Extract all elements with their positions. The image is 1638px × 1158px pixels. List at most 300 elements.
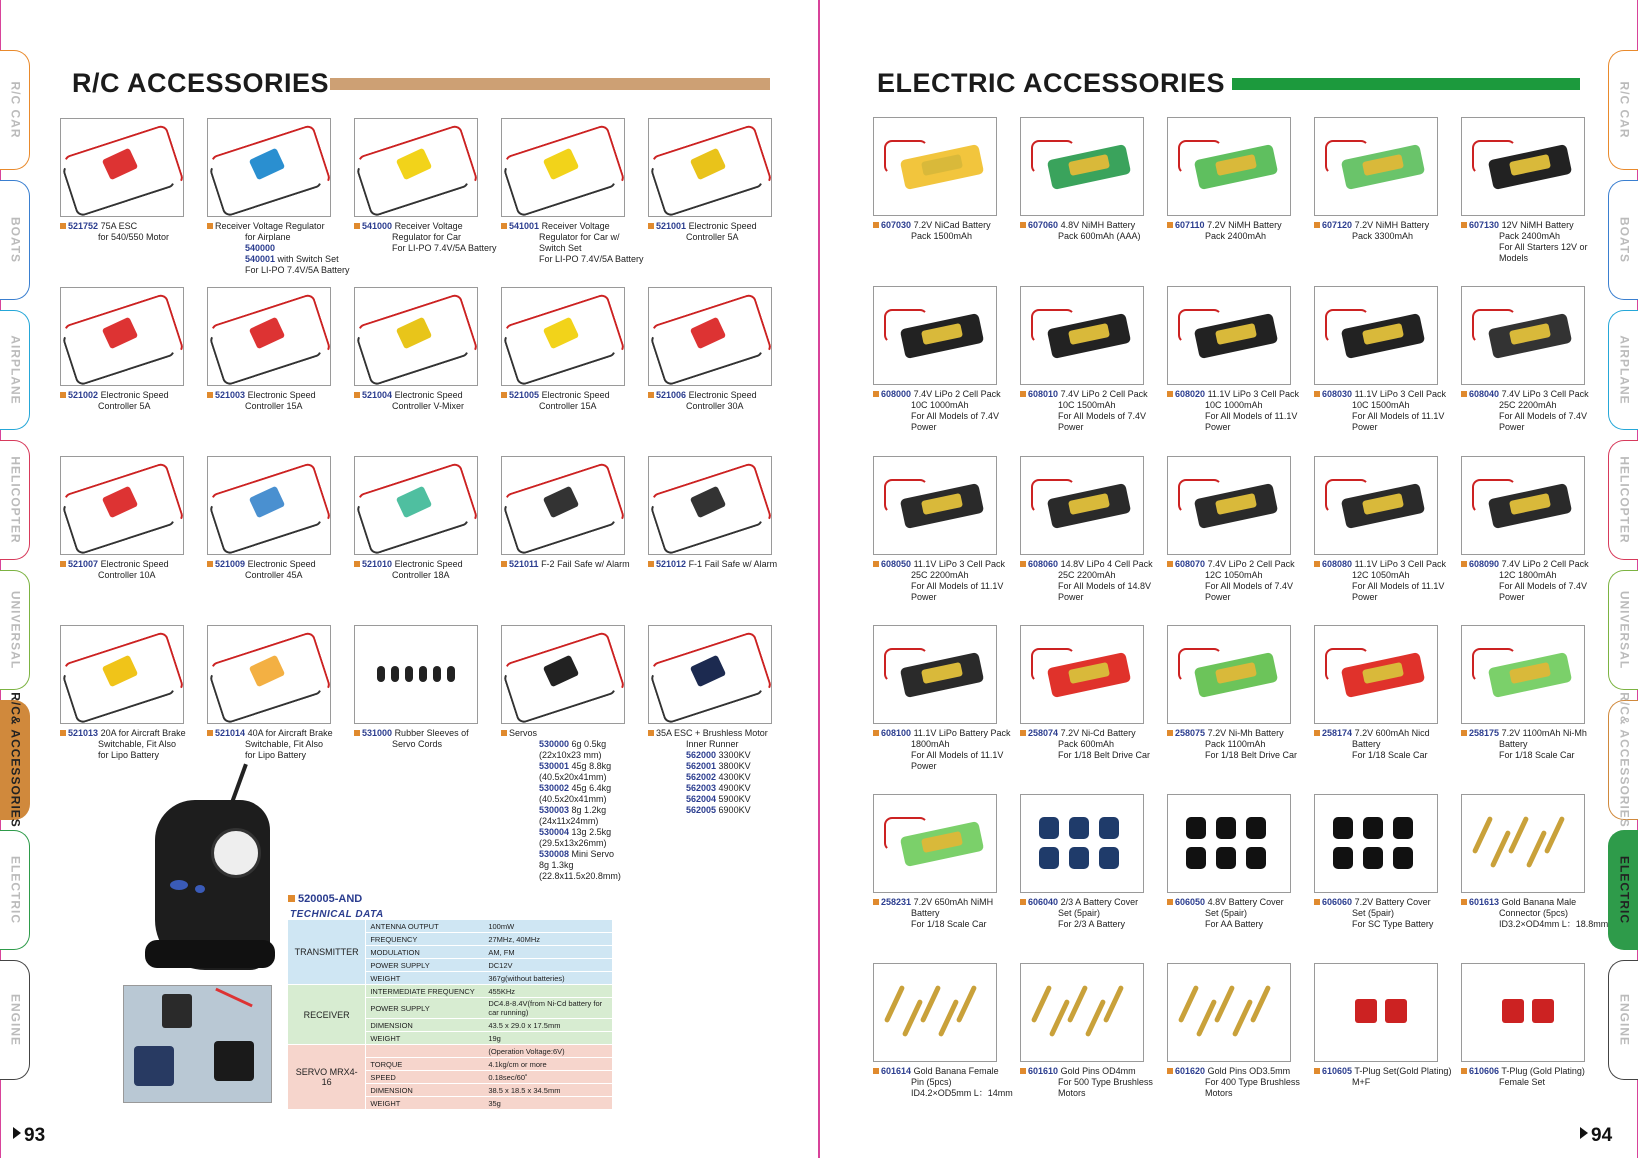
product-description: 7.4V LiPo 2 Cell Pack — [913, 389, 1001, 399]
caption-line: 530003 8g 1.2kg — [539, 805, 607, 815]
section-tab[interactable] — [1608, 570, 1638, 690]
bullet — [1314, 391, 1320, 397]
product-code: 521013 — [68, 728, 99, 738]
spec-value: DC4.8-8.4V(from Ni-Cd battery for car running) — [484, 998, 612, 1019]
bullet — [60, 730, 66, 736]
caption-line: 10C 1000mAh — [911, 400, 969, 410]
caption-line: Switchable, Fit Also — [245, 739, 324, 749]
battery-cover — [1246, 817, 1266, 839]
product-item — [1314, 963, 1462, 1088]
caption-line: Pack 2400mAh — [1205, 231, 1267, 241]
t-plug — [1502, 999, 1524, 1023]
spec-label: SPEED — [366, 1071, 485, 1084]
spec-label: POWER SUPPLY — [366, 959, 485, 972]
spec-value: 27MHz, 40MHz — [484, 933, 612, 946]
spec-group-name: RECEIVER — [288, 985, 366, 1045]
product-photo — [648, 287, 772, 386]
caption-line: Controller 10A — [98, 570, 156, 580]
product-caption — [1314, 728, 1462, 761]
product-description: Receiver Voltage — [394, 221, 463, 231]
spec-label: MODULATION — [366, 946, 485, 959]
gold-pin — [1544, 816, 1565, 854]
product-code: 607030 — [881, 220, 912, 230]
product-description: 20A for Aircraft Brake — [100, 728, 186, 738]
product-caption — [1020, 220, 1168, 242]
caption-line — [1314, 389, 1462, 400]
product-item — [354, 456, 502, 581]
caption-line: Switch Set — [539, 243, 582, 253]
product-caption — [60, 728, 208, 761]
caption-line: For All Models of 14.8V Power — [1058, 581, 1152, 602]
section-tab-label: AIRPLANE — [1617, 335, 1631, 405]
caption-line — [1314, 897, 1462, 908]
caption-line — [1461, 1066, 1609, 1077]
caption-line: Pack 1500mAh — [911, 231, 973, 241]
product-code: 606040 — [1028, 897, 1059, 907]
bullet — [354, 561, 360, 567]
caption-line — [207, 728, 355, 739]
product-description: 7.2V Ni-Mh Battery — [1207, 728, 1284, 738]
spec-label: WEIGHT — [366, 1032, 485, 1045]
variant-code: 530004 — [539, 827, 570, 837]
caption-line: Set (5pair) — [1352, 908, 1395, 918]
product-photo — [1020, 625, 1144, 724]
caption-line — [354, 728, 502, 739]
product-item — [1167, 456, 1315, 603]
product-photo — [1461, 794, 1585, 893]
battery-cover — [1069, 817, 1089, 839]
product-item — [1461, 625, 1609, 761]
section-tab-label: R/C& ACCESSORIES — [1617, 692, 1631, 828]
product-description: 7.2V 650mAh NiMH — [913, 897, 994, 907]
product-code: 258175 — [1469, 728, 1500, 738]
section-tab[interactable] — [1608, 180, 1638, 300]
battery-cover — [1069, 847, 1089, 869]
caption-line: 530000 6g 0.5kg — [539, 739, 607, 749]
bullet — [1314, 222, 1320, 228]
caption-line: 10C 1500mAh — [1352, 400, 1410, 410]
product-description: Electronic Speed — [541, 390, 610, 400]
product-photo — [873, 794, 997, 893]
rubber-sleeve — [405, 666, 413, 682]
battery-cover — [1099, 817, 1119, 839]
section-tab[interactable] — [1608, 692, 1638, 828]
product-photo — [1314, 963, 1438, 1062]
gold-pin — [884, 985, 905, 1023]
product-photo — [1314, 625, 1438, 724]
product-code: 608070 — [1175, 559, 1206, 569]
caption-line: Pin (5pcs) — [911, 1077, 952, 1087]
product-item — [1314, 117, 1462, 242]
variant-code: 530000 — [539, 739, 570, 749]
product-photo — [1167, 456, 1291, 555]
product-description: Gold Pins OD3.5mm — [1207, 1066, 1291, 1076]
product-photo — [1461, 963, 1585, 1062]
product-code: 601614 — [881, 1066, 912, 1076]
product-description: Gold Pins OD4mm — [1060, 1066, 1136, 1076]
section-tab[interactable] — [0, 180, 30, 300]
bullet — [501, 561, 507, 567]
spec-label: INTERMEDIATE FREQUENCY — [366, 985, 485, 998]
caption-line: Inner Runner — [686, 739, 739, 749]
product-item — [501, 456, 649, 570]
section-tab[interactable] — [0, 50, 30, 170]
spec-value: 19g — [484, 1032, 612, 1045]
product-caption — [1020, 389, 1168, 433]
gold-pin — [1178, 985, 1199, 1023]
transmitter-image — [125, 760, 275, 980]
product-caption — [354, 390, 502, 412]
caption-line — [1020, 1066, 1168, 1077]
product-item — [873, 286, 1021, 433]
product-description: 7.4V LiPo 2 Cell Pack — [1207, 559, 1295, 569]
caption-line: for Airplane — [245, 232, 291, 242]
product-photo — [501, 625, 625, 724]
product-photo — [1167, 117, 1291, 216]
product-code: 608000 — [881, 389, 912, 399]
caption-line — [1020, 220, 1168, 231]
product-item — [1020, 286, 1168, 433]
product-item — [1020, 794, 1168, 930]
product-item — [207, 118, 355, 276]
variant-code: 530001 — [539, 761, 570, 771]
product-item — [1461, 286, 1609, 433]
spec-value: 0.18sec/60˚ — [484, 1071, 612, 1084]
caption-line — [60, 559, 208, 570]
caption-line: Pack 1100mAh — [1205, 739, 1266, 749]
battery-cover — [1039, 817, 1059, 839]
caption-line: For 1/18 Scale Car — [911, 919, 987, 929]
product-code: 541001 — [509, 221, 540, 231]
bullet — [1167, 391, 1173, 397]
product-description: Gold Banana Male — [1501, 897, 1577, 907]
product-caption — [648, 559, 796, 570]
caption-line — [354, 221, 502, 232]
battery-cover — [1333, 847, 1353, 869]
product-code: 521006 — [656, 390, 687, 400]
product-item — [1167, 963, 1315, 1099]
product-caption — [1314, 389, 1462, 433]
product-photo — [60, 456, 184, 555]
product-code: 606050 — [1175, 897, 1206, 907]
caption-line: For All Models of 11.1V Power — [911, 750, 1004, 771]
caption-line: For All Models of 7.4V Power — [1205, 581, 1294, 602]
product-photo — [1461, 456, 1585, 555]
caption-line: For LI-PO 7.4V/5A Battery — [245, 265, 350, 275]
product-caption — [1461, 728, 1609, 761]
product-code: 607060 — [1028, 220, 1059, 230]
section-tab[interactable] — [0, 830, 30, 950]
caption-line: M+F — [1352, 1077, 1371, 1087]
section-tab-label: R/C& ACCESSORIES — [8, 692, 22, 828]
product-photo — [501, 287, 625, 386]
gold-pin — [1103, 985, 1124, 1023]
product-photo — [354, 287, 478, 386]
caption-line — [354, 390, 502, 401]
caption-line: 530008 Mini Servo — [539, 849, 615, 859]
caption-line: for 540/550 Motor — [98, 232, 170, 242]
product-caption — [873, 728, 1021, 772]
product-description: Electronic Speed — [247, 559, 316, 569]
product-caption — [60, 559, 208, 581]
caption-line: 530004 13g 2.5kg — [539, 827, 612, 837]
bullet — [873, 1068, 879, 1074]
caption-line: For All Models of 11.1V Power — [1352, 581, 1445, 602]
product-description: Servos — [509, 728, 538, 738]
product-code: 608040 — [1469, 389, 1500, 399]
caption-line — [1020, 559, 1168, 570]
product-item — [60, 625, 208, 761]
product-caption — [207, 390, 355, 412]
product-caption — [60, 390, 208, 412]
section-tab[interactable] — [1608, 50, 1638, 170]
product-code: 610605 — [1322, 1066, 1353, 1076]
caption-line: For AA Battery — [1205, 919, 1264, 929]
spec-label: POWER SUPPLY — [366, 998, 485, 1019]
section-tab-label: ENGINE — [8, 993, 22, 1047]
caption-line: For 1/18 Belt Drive Car — [1058, 750, 1151, 760]
product-photo — [1314, 117, 1438, 216]
product-photo — [207, 287, 331, 386]
caption-line: Pack 3300mAh — [1352, 231, 1414, 241]
bullet — [207, 561, 213, 567]
spec-group-name: SERVO MRX4-16 — [288, 1045, 366, 1110]
gold-pin — [1508, 816, 1529, 854]
left-page-title: R/C ACCESSORIES — [72, 68, 330, 98]
variant-code: 562004 — [686, 794, 717, 804]
bullet — [648, 730, 654, 736]
product-code: 521014 — [215, 728, 246, 738]
bullet — [501, 730, 507, 736]
section-tab[interactable] — [0, 310, 30, 430]
variant-code: 530003 — [539, 805, 570, 815]
section-tab[interactable] — [0, 960, 30, 1080]
product-photo — [873, 117, 997, 216]
battery-cover — [1099, 847, 1119, 869]
product-photo — [60, 118, 184, 217]
bullet — [1020, 391, 1026, 397]
product-description: 35A ESC + Brushless Motor — [656, 728, 768, 738]
section-tab[interactable] — [1608, 960, 1638, 1080]
battery-cover — [1333, 817, 1353, 839]
product-item — [501, 118, 649, 265]
product-item — [1461, 117, 1609, 264]
caption-line — [501, 390, 649, 401]
product-item — [1461, 794, 1609, 930]
spec-value: DC12V — [484, 959, 612, 972]
rubber-sleeve — [391, 666, 399, 682]
caption-line: Pack 600mAh (AAA) — [1058, 231, 1141, 241]
rubber-sleeve — [447, 666, 455, 682]
product-item — [873, 794, 1021, 930]
caption-line — [1461, 559, 1609, 570]
product-code: 521002 — [68, 390, 99, 400]
section-tab[interactable] — [0, 570, 30, 690]
product-code: 521001 — [656, 221, 687, 231]
product-item — [354, 625, 502, 750]
caption-line — [873, 389, 1021, 400]
spec-value: 35g — [484, 1097, 612, 1110]
caption-line: Controller 45A — [245, 570, 303, 580]
caption-line — [60, 221, 208, 232]
caption-line — [1314, 1066, 1462, 1077]
left-title-bar — [330, 78, 770, 90]
section-tab-label: ENGINE — [1617, 993, 1631, 1047]
product-caption — [648, 728, 796, 816]
section-tab-label: AIRPLANE — [8, 335, 22, 405]
variant-code: 530002 — [539, 783, 570, 793]
product-description: 7.4V LiPo 2 Cell Pack — [1501, 559, 1589, 569]
section-tab[interactable] — [1608, 440, 1638, 560]
product-caption — [648, 390, 796, 412]
product-caption — [1461, 559, 1609, 603]
product-item — [1314, 286, 1462, 433]
caption-line: 562003 4900KV — [686, 783, 751, 793]
product-code: 258174 — [1322, 728, 1353, 738]
product-photo — [873, 625, 997, 724]
product-description: 7.2V NiCad Battery — [913, 220, 991, 230]
product-photo — [1167, 625, 1291, 724]
product-description: 11.1V LiPo 3 Cell Pack — [1207, 389, 1299, 399]
product-item — [1020, 117, 1168, 242]
battery-cover — [1393, 817, 1413, 839]
product-caption — [1314, 220, 1462, 242]
product-item — [1020, 963, 1168, 1099]
product-photo — [1167, 286, 1291, 385]
bullet — [1314, 561, 1320, 567]
caption-line: Controller 15A — [539, 401, 597, 411]
bullet — [1020, 561, 1026, 567]
product-description: T-Plug (Gold Plating) — [1501, 1066, 1585, 1076]
product-caption — [354, 221, 502, 254]
product-photo — [1461, 117, 1585, 216]
bullet — [1314, 899, 1320, 905]
section-tab[interactable] — [0, 692, 30, 828]
gold-pin — [1472, 816, 1493, 854]
product-photo — [1167, 794, 1291, 893]
caption-line: (29.5x13x26mm) — [539, 838, 607, 848]
caption-line — [207, 390, 355, 401]
product-description: Receiver Voltage — [541, 221, 610, 231]
product-caption — [354, 559, 502, 581]
bullet — [1020, 1068, 1026, 1074]
product-caption — [873, 220, 1021, 242]
product-code: 531000 — [362, 728, 393, 738]
caption-line: (24x11x24mm) — [539, 816, 599, 826]
caption-line — [1461, 220, 1609, 231]
product-photo — [873, 286, 997, 385]
product-photo — [1020, 117, 1144, 216]
product-code: 521011 — [509, 559, 539, 569]
caption-line: 12C 1050mAh — [1352, 570, 1410, 580]
caption-line: Controller 15A — [245, 401, 303, 411]
t-plug — [1532, 999, 1554, 1023]
product-description: 4.8V NiMH Battery — [1060, 220, 1136, 230]
product-description: Electronic Speed — [688, 221, 757, 231]
caption-line: 10C 1000mAh — [1205, 400, 1263, 410]
caption-line: 540001 with Switch Set — [245, 254, 339, 264]
product-description: 11.1V LiPo 3 Cell Pack — [1354, 389, 1446, 399]
product-photo — [1020, 456, 1144, 555]
section-tab[interactable] — [0, 440, 30, 560]
caption-line: for Lipo Battery — [98, 750, 160, 760]
spec-value: 367g(without batteries) — [484, 972, 612, 985]
product-item — [873, 456, 1021, 603]
spec-subtitle: TECHNICAL DATA — [290, 909, 384, 920]
gold-pin — [1250, 985, 1271, 1023]
caption-line: 562001 3800KV — [686, 761, 751, 771]
spec-label: ANTENNA OUTPUT — [366, 920, 485, 933]
product-caption — [207, 221, 355, 276]
product-photo — [873, 963, 997, 1062]
product-description: 75A ESC — [100, 221, 138, 231]
spec-row — [288, 1045, 612, 1058]
caption-line: ID3.2×OD4mm L：18.8mm — [1499, 919, 1609, 929]
caption-line: (22x10x23 mm) — [539, 750, 602, 760]
product-item — [501, 625, 649, 882]
caption-line — [1020, 897, 1168, 908]
caption-line: For All Models of 7.4V Power — [1499, 581, 1588, 602]
section-tab[interactable] — [1608, 310, 1638, 430]
product-item — [207, 287, 355, 412]
bullet — [648, 392, 654, 398]
product-description: 12V NiMH Battery — [1501, 220, 1574, 230]
caption-line — [1314, 220, 1462, 231]
bullet — [1020, 899, 1026, 905]
caption-line — [648, 728, 796, 739]
product-code: 258075 — [1175, 728, 1206, 738]
caption-line: 8g 1.3kg — [539, 860, 574, 870]
product-description: Rubber Sleeves of — [394, 728, 469, 738]
battery-cover — [1246, 847, 1266, 869]
product-caption — [1020, 1066, 1168, 1099]
caption-line — [60, 390, 208, 401]
caption-line: ID4.2×OD5mm L：14mm — [911, 1088, 1013, 1098]
caption-line — [1167, 559, 1315, 570]
product-caption — [501, 728, 649, 882]
caption-line: Set (5pair) — [1205, 908, 1248, 918]
battery-cover — [1216, 817, 1236, 839]
caption-line — [207, 559, 355, 570]
caption-line: Set (5pair) — [1058, 908, 1101, 918]
product-caption — [873, 389, 1021, 433]
t-plug — [1385, 999, 1407, 1023]
gold-pin — [1067, 985, 1088, 1023]
gold-pin — [1031, 985, 1052, 1023]
caption-line: For All Models of 7.4V Power — [911, 411, 1000, 432]
caption-line — [1461, 389, 1609, 400]
product-photo — [60, 287, 184, 386]
product-description: T-Plug Set(Gold Plating) — [1354, 1066, 1452, 1076]
rubber-sleeve — [433, 666, 441, 682]
section-tab-label: BOATS — [1617, 216, 1631, 264]
product-caption — [207, 728, 355, 761]
caption-line: For SC Type Battery — [1352, 919, 1434, 929]
product-photo — [207, 118, 331, 217]
product-caption — [1167, 1066, 1315, 1099]
product-caption — [354, 728, 502, 750]
section-tab[interactable] — [1608, 830, 1638, 950]
caption-line: Pack 600mAh — [1058, 739, 1115, 749]
product-code: 608010 — [1028, 389, 1059, 399]
caption-line — [648, 390, 796, 401]
bullet — [1167, 561, 1173, 567]
product-description: Gold Banana Female — [913, 1066, 999, 1076]
product-item — [1167, 794, 1315, 930]
product-description: Electronic Speed — [100, 390, 169, 400]
product-photo — [648, 625, 772, 724]
spec-label: WEIGHT — [366, 1097, 485, 1110]
